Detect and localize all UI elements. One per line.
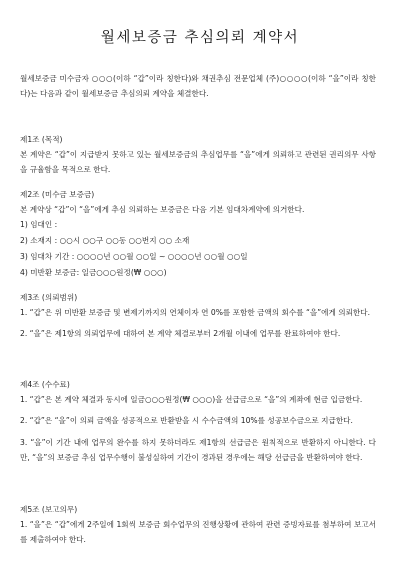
article-4-fees [20,377,376,465]
article-heading: 제3조 (의뢰범위) [20,293,78,302]
article-2-deposit [20,187,376,281]
clause-1: 1. “을”은 “갑”에게 2주일에 1회씩 보증금 회수업무의 진행상황에 관하여 관련 증빙자료를 첨부하여 보고서를 제출하여야 한다. [20,520,376,545]
list-item-lease-period: 3) 임대차 기간 : ○○○○년 ○○월 ○○일 ~ ○○○○년 ○○월 ○○일 [20,252,248,262]
list-item-landlord: 1) 임대인 : [20,220,58,230]
article-heading: 제5조 (보고의무) [20,505,78,514]
clause-3: 3. “을”이 기간 내에 업무의 완수를 하지 못하더라도 제1항의 선급금은 원칙적으로 반환하지 아니한다. 다만, “을”의 보증금 추심 업무수행이 불성실하여 기간이 경과된 경우에는 해당 선급금을 반환하여야 한다. [20,437,376,462]
list-item-unreturned-deposit: 4) 미반환 보증금: 일금○○○원정(₩ ○○○) [20,268,167,278]
list-item-location: 2) 소재지 : ○○시 ○○구 ○○동 ○○번지 ○○ 소재 [20,236,190,246]
article-heading: 제2조 (미수금 보증금) [20,190,95,199]
article-heading: 제1조 (목적) [20,135,63,144]
clause-2: 2. “갑”은 “을”이 의뢰 금액을 성공적으로 반환받을 시 수수금액의 10%를 성공보수금으로 지급한다. [20,416,353,426]
clause-2: 2. “을”은 제1항의 의뢰업무에 대하여 본 계약 체결로부터 2개월 이내에 업무를 완료하여야 한다. [20,329,341,339]
page-title: 월세보증금 추심의뢰 계약서 [100,30,300,46]
article-1-purpose [20,132,376,178]
article-3-scope [20,290,376,342]
intro-paragraph: 월세보증금 미수금자 ○○○(이하 “갑”이라 칭한다)와 채권추심 전문업체 (주)○○○○(이하 “을”이라 칭한다)는 다음과 같이 월세보증금 추심의뢰 계약을 체결한다. [20,74,376,98]
article-heading: 제4조 (수수료) [20,380,70,389]
article-5-reporting [20,502,376,548]
article-body: 본 계약은 “갑”이 지급받지 못하고 있는 월세보증금의 추심업무를 “을”에게 의뢰하고 관련된 권리의무 사항을 규율함을 목적으로 한다. [20,150,376,175]
article-body: 본 계약상 “갑”이 “을”에게 추심 의뢰하는 보증금은 다음 기본 임대차계약에 의거한다. [20,205,305,214]
clause-1: 1. “갑”은 위 미반환 보증금 및 변제기까지의 연체이자 연 0%를 포함한 금액의 회수를 “을”에게 의뢰한다. [20,308,370,317]
clause-1: 1. “갑”은 본 계약 체결과 동시에 일금○○○원정(₩ ○○○)을 선급금으로 “을”의 계좌에 현금 입금한다. [20,395,363,404]
